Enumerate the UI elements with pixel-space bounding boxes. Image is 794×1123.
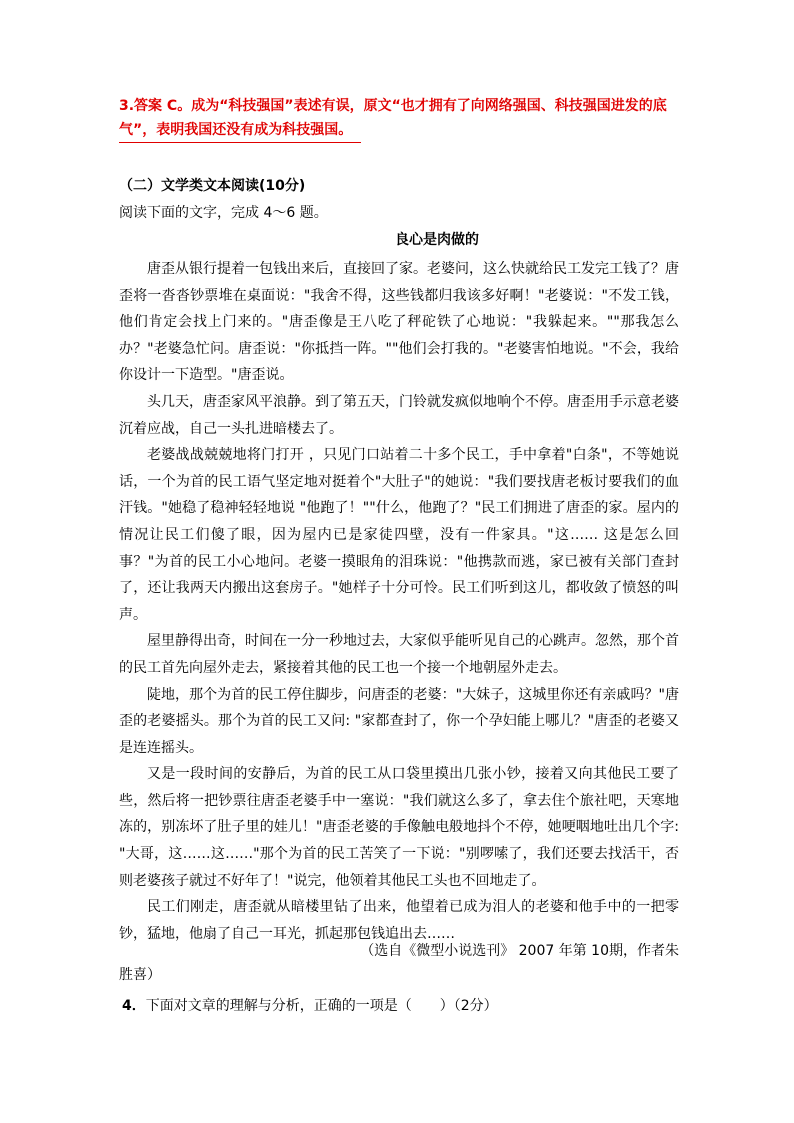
paragraph-2: 头几天，唐歪家风平浪静。到了第五天，门铃就发疯似地响个不停。唐歪用手示意老婆沉着应战，自己一头扎进暗楼去了。 — [119, 393, 679, 437]
answer-text: 3.答案 C。成为“科技强国”表述有误，原文“也才拥有了向网络强国、科技强国进发的底气”，表明我国还没有成为科技强国。 — [119, 98, 667, 138]
source-citation-cont: 胜喜） — [119, 967, 161, 983]
article-body — [119, 256, 679, 947]
question-4 — [122, 996, 498, 1016]
question-number: 4． — [122, 998, 146, 1014]
paragraph-7: 民工们刚走，唐歪就从暗楼里钻了出来，他望着已成为泪人的老婆和他手中的一把零钞，猛地，他扇了自己一耳光，抓起那包钱追出去…… — [119, 899, 679, 942]
paragraph-3: 老婆战战兢兢地将门打开 ，只见门口站着二十多个民工，手中拿着"白条"，不等她说话，一个为首的民工语气坚定地对挺着个"大肚子"的她说："我们要找唐老板讨要我们的血汗钱。"她稳了稳神轻轻地说 "他跑了！""什么，他跑了？"民工们拥进了唐歪的家。屋内的情况让民工们傻了眼，因为屋内已是家徒四壁，没有一件家具。"这…… 这是怎么回事？"为首的民工小心地问。老婆一摸眼角的泪珠说："他携款而逃，家已被有关部门查封了，还让我两天内搬出这套房子。"她样子十分可怜。民工们听到这儿，都收敛了愤怒的叫声。 — [119, 447, 679, 623]
paragraph-6: 又是一段时间的安静后，为首的民工从口袋里摸出几张小钞，接着又向其他民工要了些，然后将一把钞票往唐歪老婆手中一塞说："我们就这么多了，拿去住个旅社吧，天寒地冻的，别冻坏了肚子里的娃儿！"唐歪老婆的手像触电般地抖个不停，她哽咽地吐出几个字: "大哥，这……这……"那个为首的民工苦笑了一下说："别啰嗦了，我们还要去找活干，否则老婆孩子就过不好年了！"说完，他领着其他民工头也不回地走了。 — [119, 766, 679, 889]
paragraph-5: 陡地，那个为首的民工停住脚步，问唐歪的老婆："大妹子，这城里你还有亲戚吗？"唐歪的老婆摇头。那个为首的民工又问: "家都查封了，你一个孕妇能上哪儿？"唐歪的老婆又是连连摇头。 — [119, 686, 679, 756]
question-text: 下面对文章的理解与分析，正确的一项是（ ）（2分） — [145, 998, 498, 1014]
paragraph-4: 屋里静得出奇，时间在一分一秒地过去，大家似乎能听见自己的心跳声。忽然，那个首的民工首先向屋外走去，紧接着其他的民工也一个接一个地朝屋外走去。 — [119, 633, 679, 676]
instruction-text: 阅读下面的文字，完成 4～6 题。 — [119, 205, 328, 221]
article-title-wrapper — [0, 230, 794, 250]
paragraph-1: 唐歪从银行提着一包钱出来后，直接回了家。老婆问，这么快就给民工发完工钱了？唐歪将一沓沓钞票堆在桌面说："我舍不得，这些钱都归我该多好啊！"老婆说："不发工钱，他们肯定会找上门来的。"唐歪像是王八吃了秤砣铁了心地说："我躲起来。""那我怎么办？"老婆急忙问。唐歪说："你抵挡一阵。""他们会打我的。"老婆害怕地说。"不会，我给你设计一下造型。"唐歪说。 — [119, 261, 679, 384]
section-heading: （二）文学类文本阅读(10分) — [119, 178, 306, 194]
answer-underline — [119, 142, 361, 143]
source-citation: （选自《微型小说选刊》 2007 年第 10期，作者朱 — [360, 943, 679, 959]
article-title: 良心是肉做的 — [395, 232, 479, 248]
